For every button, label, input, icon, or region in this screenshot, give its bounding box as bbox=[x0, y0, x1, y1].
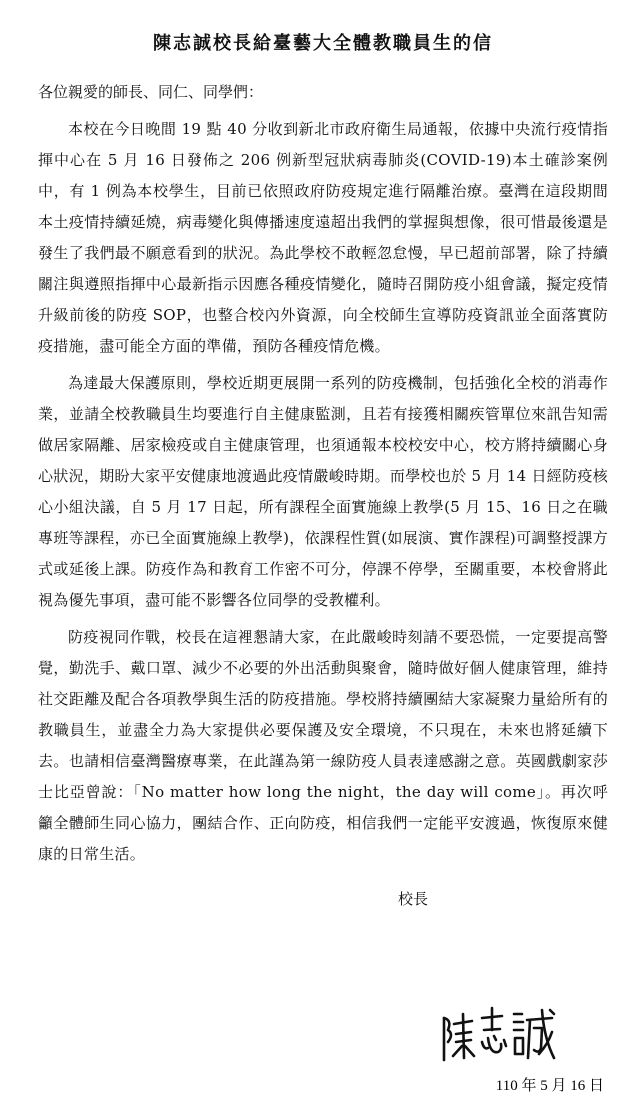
letter-paragraph-1: 本校在今日晚間 19 點 40 分收到新北市政府衛生局通報，依據中央流行疫情指揮中心在 5 月 16 日發佈之 206 例新型冠狀病毒肺炎(COVID-19)本土確診案例中，有 1 例為本校學生，目前已依照政府防疫規定進行隔離治療。臺灣在這段期間本土疫情持續延燒，病毒變化與傳播速度遠超出我們的掌握與想像，很可惜最後還是發生了我們最不願意看到的狀況。為此學校不敢輕忽怠慢，早已超前部署，除了持續關注與遵照指揮中心最新指示因應各種疫情變化，隨時召開防疫小組會議，擬定疫情升級前後的防疫 SOP，也整合校內外資源，向全校師生宣導防疫資訊並全面落實防疫措施，盡可能全方面的準備，預防各種疫情危機。 bbox=[38, 120, 608, 355]
letter-date: 110 年 5 月 16 日 bbox=[495, 1078, 604, 1094]
letter-paragraph-2: 為達最大保護原則，學校近期更展開一系列的防疫機制，包括強化全校的消毒作業，並請全校教職員生均要進行自主健康監測，且若有接獲相關疾管單位來訊告知需做居家隔離、居家檢疫或自主健康管理，也須通報本校校安中心，校方將持續關心身心狀況，期盼大家平安健康地渡過此疫情嚴峻時期。而學校也於 5 月 14 日經防疫核心小組決議，自 5 月 17 日起，所有課程全面實施線上教學(5 月 15、16 日之在職專班等課程，亦已全面實施線上教學)，依課程性質(如展演、實作課程)可調整授課方式或延後上課。防疫作為和教育工作密不可分，停課不停學，至關重要，本校會將此視為優先事項，盡可能不影響各位同學的受教權利。 bbox=[38, 374, 609, 609]
letter-closing: 校長 bbox=[398, 890, 429, 908]
letter-paragraph-3: 防疫視同作戰，校長在這裡懇請大家，在此嚴峻時刻請不要恐慌，一定要提高警覺，勤洗手、戴口罩、減少不必要的外出活動與聚會，隨時做好個人健康管理，維持社交距離及配合各項教學與生活的防疫措施。學校將持續團結大家凝聚力量給所有的教職員生，並盡全力為大家提供必要保護及安全環境，不只現在，未來也將延續下去。也請相信臺灣醫療專業，在此謹為第一線防疫人員表達感謝之意。英國戲劇家莎士比亞曾說：「No matter how long the night，the day will come」。再次呼籲全體師生同心協力，團結合作、正向防疫，相信我們一定能平安渡過，恢復原來健康的日常生活。 bbox=[38, 628, 608, 863]
letter-title: 陳志誠校長給臺藝大全體教職員生的信 bbox=[153, 33, 493, 54]
handwritten-signature bbox=[438, 1004, 558, 1066]
letter-salutation: 各位親愛的師長、同仁、同學們： bbox=[38, 83, 264, 101]
